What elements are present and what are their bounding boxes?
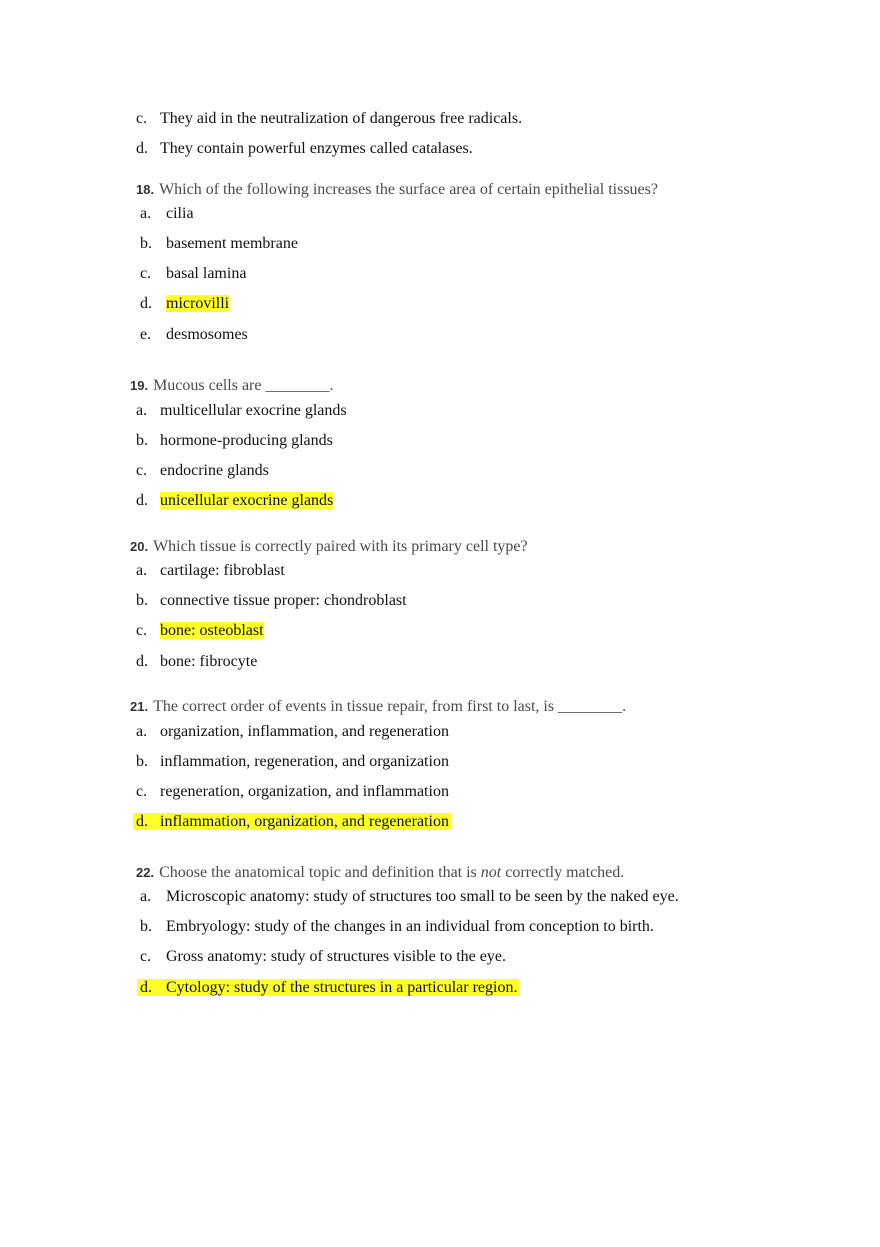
- q21-option-b: b. inflammation, regeneration, and organization: [136, 753, 449, 770]
- q21-option-c: c. regeneration, organization, and inflammation: [136, 783, 449, 800]
- q20-option-d: d. bone: fibrocyte: [136, 653, 258, 670]
- q20-option-b: b. connective tissue proper: chondroblast: [136, 592, 407, 609]
- question-22: 22. Choose the anatomical topic and definition that is not correctly matched.: [136, 864, 625, 881]
- q21-option-a: a. organization, inflammation, and regeneration: [136, 723, 449, 740]
- q22-option-b: b. Embryology: study of the changes in an individual from conception to birth.: [140, 918, 654, 935]
- question-18: 18. Which of the following increases the surface area of certain epithelial tissues?: [136, 181, 658, 198]
- option-d: d. They contain powerful enzymes called catalases.: [136, 140, 473, 157]
- highlighted-answer: d. inflammation, organization, and regeneration: [133, 813, 451, 830]
- q21-option-d: [136, 812, 451, 832]
- highlighted-answer: microvilli: [166, 295, 230, 312]
- q20-option-c: c. bone: osteoblast: [136, 622, 264, 639]
- highlighted-answer: bone: osteoblast: [160, 622, 264, 639]
- question-21: 21. The correct order of events in tissue repair, from first to last, is ________.: [130, 698, 627, 715]
- q19-option-a: a. multicellular exocrine glands: [136, 402, 347, 419]
- q18-option-d: d. microvilli: [140, 295, 230, 312]
- q18-option-b: b. basement membrane: [140, 235, 298, 252]
- q19-option-d: d. unicellular exocrine glands: [136, 492, 334, 509]
- q19-option-b: b. hormone-producing glands: [136, 432, 333, 449]
- q22-option-a: a. Microscopic anatomy: study of structures too small to be seen by the naked eye.: [140, 888, 679, 905]
- q22-option-d: [140, 978, 519, 998]
- question-20: 20. Which tissue is correctly paired with its primary cell type?: [130, 538, 528, 555]
- option-c: c. They aid in the neutralization of dangerous free radicals.: [136, 110, 523, 127]
- question-19: 19. Mucous cells are ________.: [130, 377, 334, 394]
- q20-option-a: a. cartilage: fibroblast: [136, 562, 285, 579]
- q18-option-e: e. desmosomes: [140, 326, 248, 343]
- highlighted-answer: d. Cytology: study of the structures in a particular region.: [137, 979, 519, 996]
- highlighted-answer: unicellular exocrine glands: [160, 492, 334, 509]
- q19-option-c: c. endocrine glands: [136, 462, 269, 479]
- q22-option-c: c. Gross anatomy: study of structures visible to the eye.: [140, 948, 506, 965]
- q18-option-c: c. basal lamina: [140, 265, 247, 282]
- q18-option-a: a. cilia: [140, 205, 194, 222]
